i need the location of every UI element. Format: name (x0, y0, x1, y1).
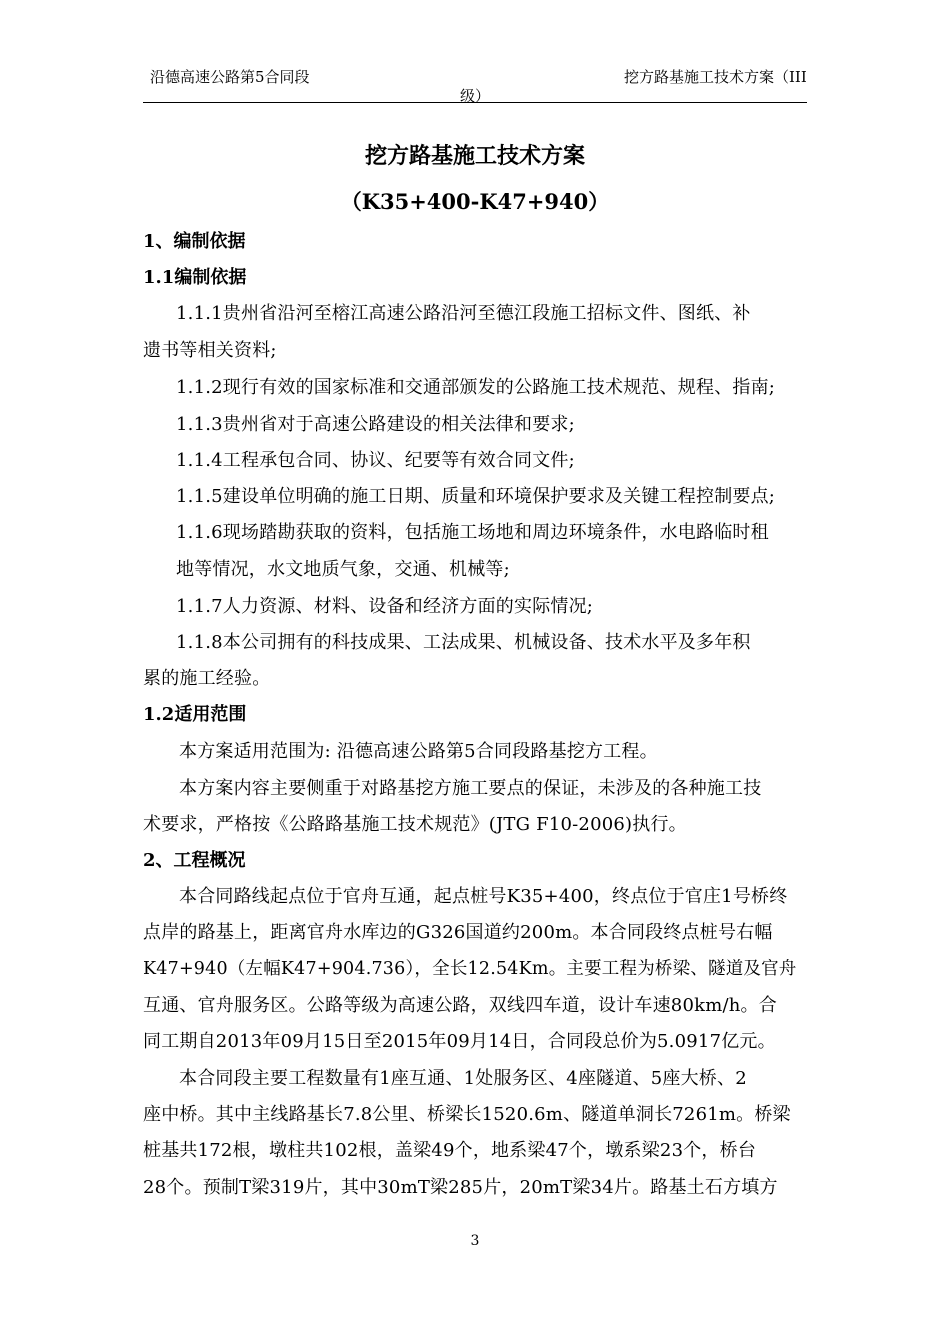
paragraph-line: 桩基共172根，墩柱共102根，盖梁49个，地系梁47个，墩系梁23个，桥台 (143, 1140, 757, 1161)
page-number: 3 (470, 1233, 480, 1249)
header-right-continued: 级） (460, 87, 491, 105)
paragraph-line: 本合同路线起点位于官舟互通，起点桩号K35+400，终点位于官庄1号桥终 (179, 886, 788, 907)
paragraph-line: 1.1.8本公司拥有的科技成果、工法成果、机械设备、技术水平及多年积 (176, 632, 751, 653)
paragraph-line: 1.1.6现场踏勘获取的资料，包括施工场地和周边环境条件，水电路临时租 (176, 522, 769, 543)
header-right: 挖方路基施工技术方案（III (624, 68, 807, 86)
paragraph-line: 地等情况，水文地质气象，交通、机械等; (176, 559, 510, 580)
paragraph-line: 本方案内容主要侧重于对路基挖方施工要点的保证，未涉及的各种施工技 (179, 778, 762, 799)
paragraph-line: 座中桥。其中主线路基长7.8公里、桥梁长1520.6m、隧道单洞长7261m。桥梁 (143, 1104, 791, 1125)
header-rule (143, 102, 807, 103)
paragraph-line: 点岸的路基上，距离官舟水库边的G326国道约200m。本合同段终点桩号右幅 (143, 922, 773, 943)
section-2-heading: 2、工程概况 (143, 850, 246, 871)
paragraph-line: 1.1.4工程承包合同、协议、纪要等有效合同文件; (176, 450, 575, 471)
paragraph-line: 1.1.7人力资源、材料、设备和经济方面的实际情况; (176, 596, 594, 617)
paragraph-line: 互通、官舟服务区。公路等级为高速公路，双线四车道，设计车速80km/h。合 (143, 995, 777, 1016)
section-1-2-heading: 1.2适用范围 (143, 704, 247, 725)
section-1-1-heading: 1.1编制依据 (143, 267, 247, 288)
paragraph-line: 1.1.2现行有效的国家标准和交通部颁发的公路施工技术规范、规程、指南; (176, 377, 776, 398)
paragraph-line: 同工期自2013年09月15日至2015年09月14日，合同段总价为5.0917亿元。 (143, 1031, 776, 1052)
document-title: 挖方路基施工技术方案 (364, 143, 585, 169)
paragraph-line: 本合同段主要工程数量有1座互通、1处服务区、4座隧道、5座大桥、2 (179, 1068, 747, 1089)
paragraph-line: 累的施工经验。 (143, 668, 271, 689)
header-left: 沿德高速公路第5合同段 (150, 68, 310, 86)
paragraph-line: 术要求，严格按《公路路基施工技术规范》(JTG F10-2006)执行。 (143, 814, 687, 835)
paragraph-line: 本方案适用范围为: 沿德高速公路第5合同段路基挖方工程。 (179, 741, 658, 762)
paragraph-line: 遗书等相关资料; (143, 340, 277, 361)
paragraph-line: 1.1.3贵州省对于高速公路建设的相关法律和要求; (176, 414, 575, 435)
paragraph-line: 28个。预制T梁319片，其中30mT梁285片，20mT梁34片。路基土石方填方 (143, 1177, 778, 1198)
document-subtitle: （K35+400-K47+940） (340, 189, 610, 214)
section-1-heading: 1、编制依据 (143, 231, 246, 252)
paragraph-line: 1.1.1贵州省沿河至榕江高速公路沿河至德江段施工招标文件、图纸、补 (176, 303, 751, 324)
paragraph-line: K47+940（左幅K47+904.736），全长12.54Km。主要工程为桥梁、隧道及官舟 (143, 959, 797, 979)
paragraph-line: 1.1.5建设单位明确的施工日期、质量和环境保护要求及关键工程控制要点; (176, 486, 776, 507)
